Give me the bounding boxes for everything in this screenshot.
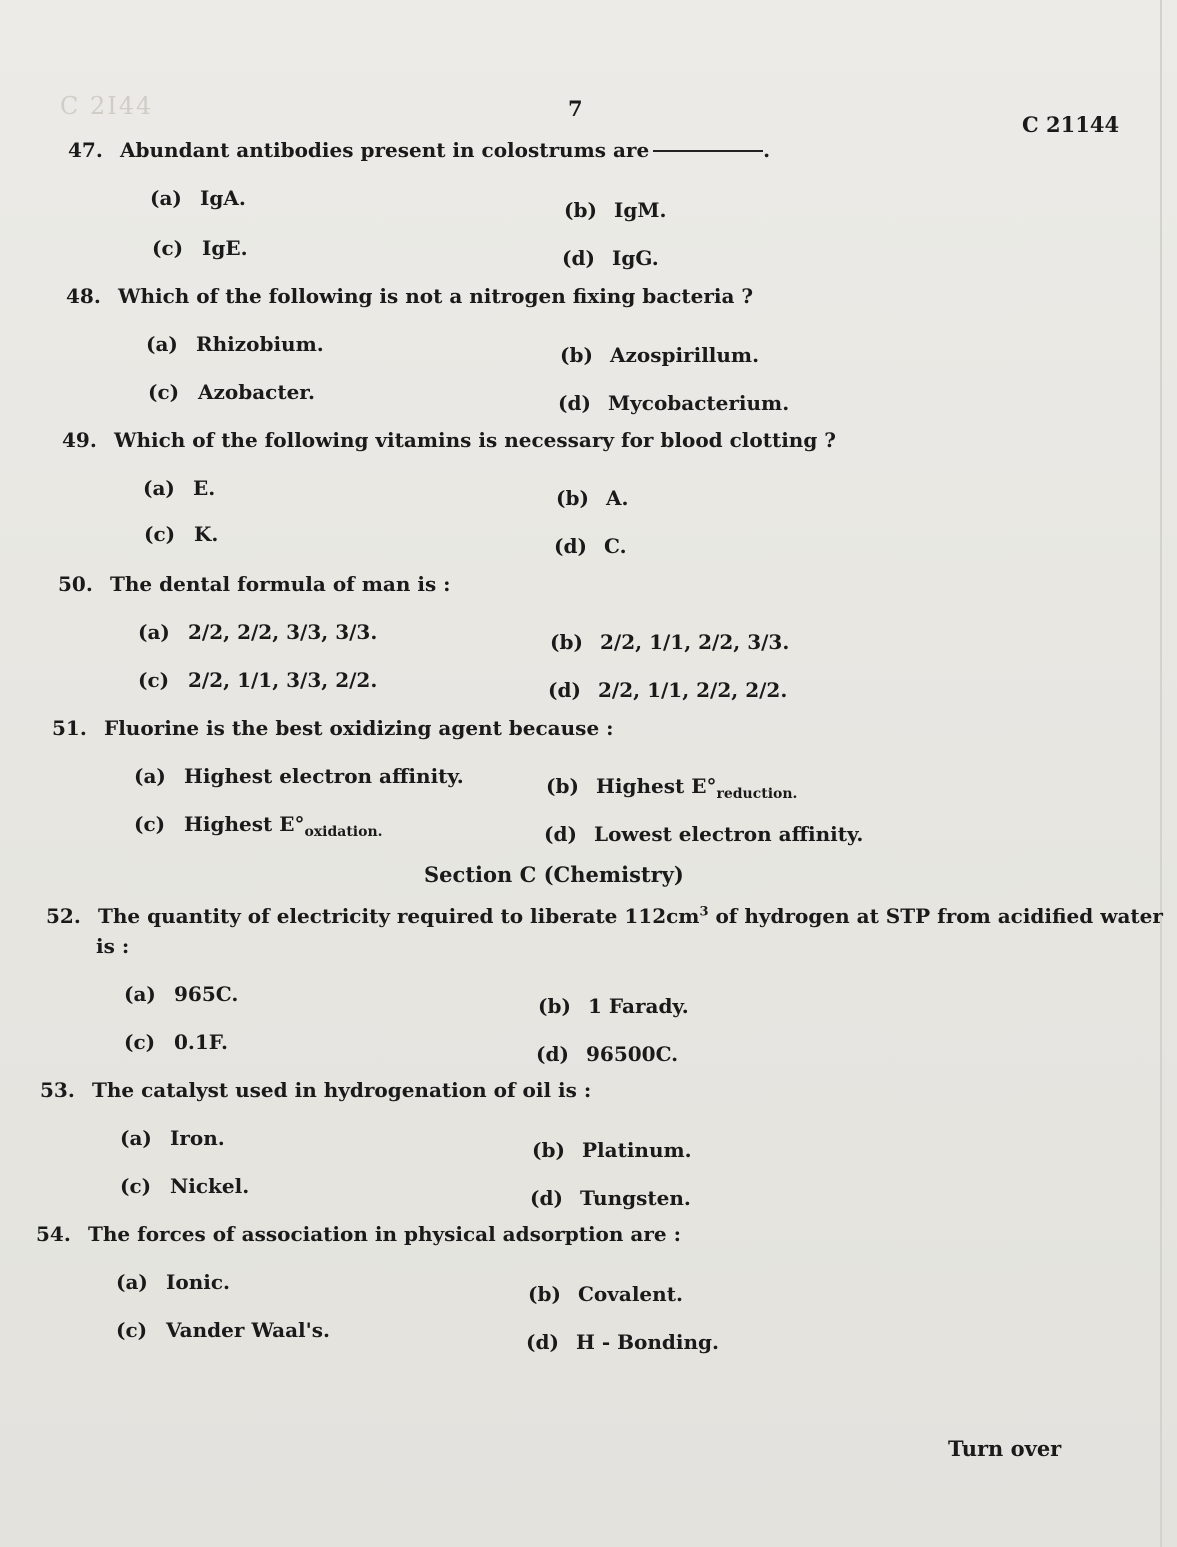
question-text: Fluorine is the best oxidizing agent because : bbox=[104, 716, 614, 740]
question-text: Which of the following is not a nitrogen fixing bacteria ? bbox=[118, 284, 754, 308]
question-number: 54. bbox=[36, 1222, 71, 1246]
question-number: 47. bbox=[68, 138, 103, 162]
answer-blank bbox=[653, 150, 763, 152]
question-text: The dental formula of man is : bbox=[110, 572, 451, 596]
question-51 bbox=[52, 716, 614, 740]
question-50 bbox=[58, 572, 451, 596]
question-49 bbox=[62, 428, 836, 452]
option-47c: (c) IgE. bbox=[152, 236, 248, 260]
question-number: 48. bbox=[66, 284, 101, 308]
option-47d: (d) IgG. bbox=[562, 246, 659, 270]
question-53 bbox=[40, 1078, 591, 1102]
option-47b: (b) IgM. bbox=[564, 198, 667, 222]
question-number: 50. bbox=[58, 572, 93, 596]
option-50c: (c) 2/2, 1/1, 3/3, 2/2. bbox=[138, 668, 378, 692]
question-54 bbox=[36, 1222, 681, 1246]
option-48d: (d) Mycobacterium. bbox=[558, 391, 790, 415]
question-48 bbox=[66, 284, 753, 308]
question-text: The forces of association in physical adsorption are : bbox=[88, 1222, 681, 1246]
option-51b: (b) Highest $E^\circ_{reduction.}$ bbox=[546, 774, 798, 802]
option-53c: (c) Nickel. bbox=[120, 1174, 250, 1198]
option-51c: (c) Highest $E^\circ_{oxidation.}$ bbox=[134, 812, 383, 840]
option-49c: (c) K. bbox=[144, 522, 219, 546]
option-48b: (b) Azospirillum. bbox=[560, 343, 760, 367]
question-text: The quantity of electricity required to liberate 112cm bbox=[98, 904, 700, 928]
paper-code: C 21144 bbox=[1022, 112, 1120, 137]
option-50b: (b) 2/2, 1/1, 2/2, 3/3. bbox=[550, 630, 790, 654]
turn-over-label: Turn over bbox=[948, 1436, 1062, 1461]
question-number: 52. bbox=[46, 904, 81, 928]
question-52: 52. The quantity of electricity required to liberate $112cm^3$ of hydrogen at STP from acidified water bbox=[46, 904, 1163, 928]
option-52b: (b) 1 Farady. bbox=[538, 994, 689, 1018]
page-edge bbox=[1160, 0, 1162, 1547]
option-53a: (a) Iron. bbox=[120, 1126, 225, 1150]
page-number: 7 bbox=[568, 96, 583, 121]
option-52d: (d) 96500C. bbox=[536, 1042, 679, 1066]
option-53d: (d) Tungsten. bbox=[530, 1186, 691, 1210]
option-50d: (d) 2/2, 1/1, 2/2, 2/2. bbox=[548, 678, 788, 702]
option-51a: (a) Highest electron affinity. bbox=[134, 764, 464, 788]
option-48c: (c) Azobacter. bbox=[148, 380, 315, 404]
option-52c: (c) 0.1F. bbox=[124, 1030, 228, 1054]
question-52-continuation: is : bbox=[96, 934, 130, 958]
question-number: 51. bbox=[52, 716, 87, 740]
option-47a: (a) IgA. bbox=[150, 186, 246, 210]
option-54d: (d) H - Bonding. bbox=[526, 1330, 719, 1354]
option-49a: (a) E. bbox=[143, 476, 216, 500]
option-49b: (b) A. bbox=[556, 486, 629, 510]
question-47: 47. Abundant antibodies present in colostrums are . bbox=[68, 138, 771, 162]
section-heading: Section C (Chemistry) bbox=[424, 862, 684, 887]
option-50a: (a) 2/2, 2/2, 3/3, 3/3. bbox=[138, 620, 378, 644]
show-through-text: C 2Ι44 bbox=[60, 92, 154, 120]
option-51d: (d) Lowest electron affinity. bbox=[544, 822, 864, 846]
option-48a: (a) Rhizobium. bbox=[146, 332, 324, 356]
option-54c: (c) Vander Waal's. bbox=[116, 1318, 330, 1342]
option-49d: (d) C. bbox=[554, 534, 627, 558]
question-number: 53. bbox=[40, 1078, 75, 1102]
option-52a: (a) 965C. bbox=[124, 982, 239, 1006]
option-54b: (b) Covalent. bbox=[528, 1282, 683, 1306]
option-54a: (a) Ionic. bbox=[116, 1270, 230, 1294]
question-text: The catalyst used in hydrogenation of oil is : bbox=[92, 1078, 592, 1102]
question-number: 49. bbox=[62, 428, 97, 452]
question-text: Which of the following vitamins is necessary for blood clotting ? bbox=[114, 428, 837, 452]
question-text: Abundant antibodies present in colostrums are bbox=[120, 138, 650, 162]
option-53b: (b) Platinum. bbox=[532, 1138, 692, 1162]
